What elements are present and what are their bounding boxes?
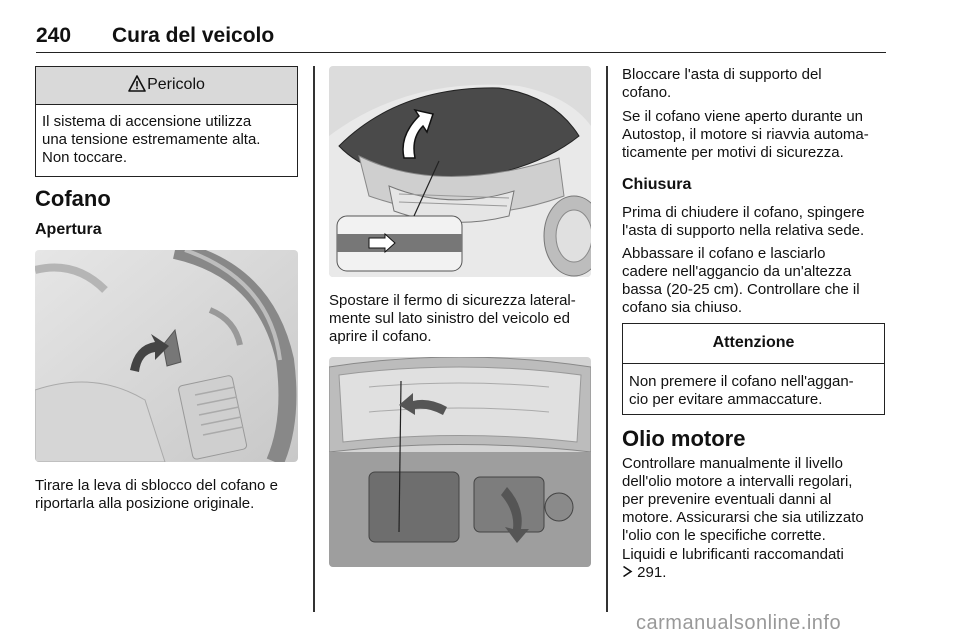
section-title-hood: Cofano bbox=[35, 186, 111, 211]
column-divider-right bbox=[606, 66, 608, 612]
attention-box-title: Attenzione bbox=[623, 324, 884, 364]
page-reference-number: 291. bbox=[637, 564, 667, 581]
paragraph-support-rod bbox=[622, 66, 822, 102]
subsection-title-closing: Chiusura bbox=[622, 176, 692, 193]
page-reference-arrow-icon bbox=[622, 565, 633, 583]
attention-box bbox=[622, 323, 885, 415]
caption-line: Tirare la leva di sblocco del cofano e bbox=[35, 477, 278, 494]
text-line: Bloccare l'asta di supporto del bbox=[622, 66, 822, 83]
text-line: l'asta di supporto nella relativa sede. bbox=[622, 222, 865, 239]
text-line: Autostop, il motore si riavvia automa- bbox=[622, 126, 869, 143]
text-line: per prevenire eventuali danni al bbox=[622, 491, 832, 508]
attention-line: Non premere il cofano nell'aggan- bbox=[629, 373, 854, 390]
paragraph-fluids-reference bbox=[622, 546, 844, 583]
caption-line: riportarla alla posizione originale. bbox=[35, 495, 255, 512]
caption-line: aprire il cofano. bbox=[329, 328, 432, 345]
section-title-engine-oil: Olio motore bbox=[622, 426, 746, 451]
text-line: l'olio con le specifiche corrette. bbox=[622, 527, 826, 544]
warning-triangle-icon bbox=[128, 70, 146, 106]
text-line: cofano sia chiuso. bbox=[622, 299, 743, 316]
caption-safety-catch bbox=[329, 292, 576, 346]
text-line: bassa (20-25 cm). Controllare che il bbox=[622, 281, 860, 298]
text-line: cadere nell'aggancio da un'altezza bbox=[622, 263, 852, 280]
open-hood-engine-image bbox=[329, 357, 591, 567]
danger-box bbox=[35, 66, 298, 177]
subsection-title-opening: Apertura bbox=[35, 221, 102, 238]
text-line: Abbassare il cofano e lasciarlo bbox=[622, 245, 826, 262]
column-divider-left bbox=[313, 66, 315, 612]
danger-box-title: Pericolo bbox=[147, 76, 205, 93]
page-header bbox=[36, 22, 886, 53]
text-line: Controllare manualmente il livello bbox=[622, 455, 843, 472]
danger-line: una tensione estremamente alta. bbox=[42, 131, 261, 148]
text-line: Liquidi e lubrificanti raccomandati bbox=[622, 546, 844, 563]
chapter-title: Cura del veicolo bbox=[112, 24, 275, 47]
caption-release-lever bbox=[35, 477, 278, 513]
page-number: 240 bbox=[36, 24, 72, 47]
danger-box-body bbox=[36, 105, 297, 167]
text-line: Se il cofano viene aperto durante un bbox=[622, 108, 864, 125]
page-reference-link[interactable] bbox=[622, 564, 844, 583]
text-line: ticamente per motivi di sicurezza. bbox=[622, 144, 844, 161]
text-line: Prima di chiudere il cofano, spingere bbox=[622, 204, 865, 221]
caption-line: mente sul lato sinistro del veicolo ed bbox=[329, 310, 570, 327]
watermark-text: carmanualsonline.info bbox=[636, 612, 842, 634]
paragraph-closing-2 bbox=[622, 245, 860, 317]
paragraph-engine-oil bbox=[622, 455, 864, 545]
caption-line: Spostare il fermo di sicurezza lateral- bbox=[329, 292, 576, 309]
text-line: dell'olio motore a intervalli regolari, bbox=[622, 473, 853, 490]
paragraph-autostop bbox=[622, 108, 869, 162]
text-line: cofano. bbox=[622, 84, 672, 101]
attention-line: cio per evitare ammaccature. bbox=[629, 391, 823, 408]
attention-box-body bbox=[623, 364, 884, 409]
danger-box-header bbox=[36, 67, 297, 105]
hood-safety-catch-image bbox=[329, 66, 591, 277]
danger-line: Il sistema di accensione utilizza bbox=[42, 113, 252, 130]
danger-line: Non toccare. bbox=[42, 149, 128, 166]
text-line: motore. Assicurarsi che sia utilizzato bbox=[622, 509, 864, 526]
paragraph-closing-1 bbox=[622, 204, 865, 240]
hood-release-lever-image bbox=[35, 250, 298, 462]
